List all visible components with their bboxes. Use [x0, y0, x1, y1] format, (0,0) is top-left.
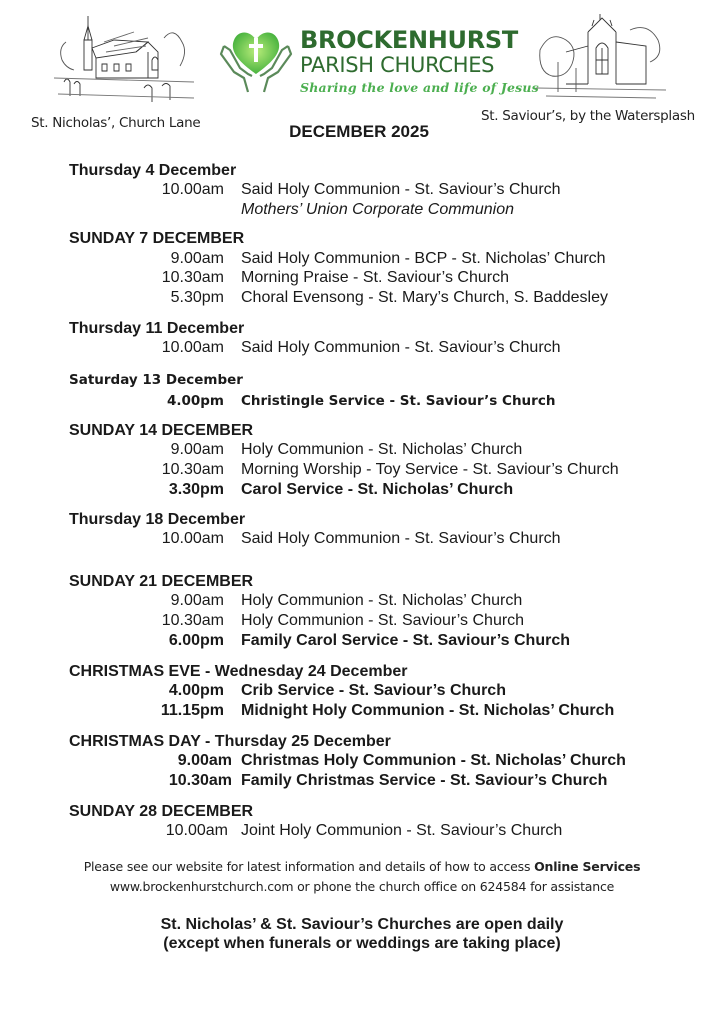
service-row: [0, 441, 724, 461]
service-time: 5.30pm: [170, 289, 224, 306]
service-name: Holy Communion - St. Nicholas’ Church: [241, 441, 523, 458]
st-nicholas-church-sketch: [44, 12, 204, 112]
service-time: 9.00am: [177, 752, 232, 769]
logo-subtitle: PARISH CHURCHES: [300, 53, 495, 77]
service-time: 3.30pm: [168, 481, 224, 498]
day-heading: SUNDAY 7 DECEMBER: [69, 230, 245, 247]
day-heading: SUNDAY 14 DECEMBER: [69, 422, 254, 439]
month-title: DECEMBER 2025: [289, 122, 429, 141]
service-name: Christmas Holy Communion - St. Nicholas’ Church: [241, 752, 626, 769]
service-row: [0, 393, 724, 413]
service-row: [0, 592, 724, 612]
day-heading: Thursday 4 December: [69, 162, 237, 179]
heart-hands-logo-icon: [218, 24, 294, 94]
service-row-highlight: [0, 702, 724, 722]
service-time: 10.30am: [161, 612, 224, 629]
day-heading: Thursday 11 December: [69, 320, 245, 337]
service-name: Said Holy Communion - St. Saviour’s Church: [241, 339, 561, 356]
churches-open-notice: St. Nicholas’ & St. Saviour’s Churches are open daily: [160, 916, 564, 933]
website-info-line: Please see our website for latest information and details of how to access Online Services: [83, 859, 641, 874]
service-time: 10.00am: [161, 530, 224, 547]
service-name: Holy Communion - St. Nicholas’ Church: [241, 592, 523, 609]
service-row: [0, 339, 724, 359]
service-row: [0, 289, 724, 309]
service-name: Holy Communion - St. Saviour’s Church: [241, 612, 525, 629]
service-time: 4.00pm: [166, 393, 224, 409]
service-time: 10.30am: [161, 269, 224, 286]
st-saviours-caption: St. Saviour’s, by the Watersplash: [481, 108, 695, 124]
service-row-highlight: [0, 481, 724, 501]
service-name: Morning Worship - Toy Service - St. Saviour’s Church: [241, 461, 619, 478]
service-note-row: [0, 201, 724, 221]
service-time: 10.30am: [168, 772, 232, 789]
service-row: [0, 530, 724, 550]
service-row-highlight: [0, 682, 724, 702]
service-name: Morning Praise - St. Saviour’s Church: [241, 269, 509, 286]
service-row-highlight: [0, 632, 724, 652]
service-time: 4.00pm: [168, 682, 224, 699]
service-row-highlight: [0, 772, 724, 792]
service-name: Midnight Holy Communion - St. Nicholas’ Church: [241, 702, 615, 719]
day-heading: Thursday 18 December: [69, 511, 246, 528]
online-services-label: Online Services: [534, 859, 641, 874]
service-row: [0, 822, 724, 842]
service-name: Carol Service - St. Nicholas’ Church: [241, 481, 514, 498]
service-row-highlight: [0, 752, 724, 772]
service-name: Joint Holy Communion - St. Saviour’s Church: [241, 822, 563, 839]
service-time: 11.15pm: [160, 702, 224, 719]
service-note: Mothers’ Union Corporate Communion: [241, 201, 515, 218]
service-name: Christingle Service - St. Saviour’s Church: [241, 393, 556, 409]
service-time: 6.00pm: [168, 632, 224, 649]
service-row: [0, 181, 724, 201]
service-row: [0, 461, 724, 481]
logo-title: BROCKENHURST: [300, 26, 518, 54]
service-row: [0, 612, 724, 632]
st-saviours-church-sketch: [536, 12, 666, 100]
day-heading: SUNDAY 21 DECEMBER: [69, 573, 254, 590]
service-name: Crib Service - St. Saviour’s Church: [241, 682, 506, 699]
day-heading: CHRISTMAS EVE - Wednesday 24 December: [69, 663, 408, 680]
service-time: 9.00am: [170, 250, 224, 267]
service-time: 10.30am: [161, 461, 224, 478]
day-heading: CHRISTMAS DAY - Thursday 25 December: [69, 733, 391, 750]
website-contact-line: www.brockenhurstchurch.com or phone the church office on 624584 for assistance: [109, 879, 615, 894]
service-row: [0, 269, 724, 289]
service-name: Said Holy Communion - BCP - St. Nicholas’ Church: [241, 250, 606, 267]
day-heading: SUNDAY 28 DECEMBER: [69, 803, 254, 820]
service-time: 9.00am: [170, 441, 224, 458]
service-time: 10.00am: [165, 822, 228, 839]
service-name: Family Christmas Service - St. Saviour’s Church: [241, 772, 608, 789]
service-name: Said Holy Communion - St. Saviour’s Church: [241, 181, 561, 198]
st-nicholas-caption: St. Nicholas’, Church Lane: [31, 115, 201, 131]
logo-tagline: Sharing the love and life of Jesus: [300, 80, 539, 95]
service-name: Choral Evensong - St. Mary’s Church, S. Baddesley: [241, 289, 608, 306]
service-name: Family Carol Service - St. Saviour’s Church: [241, 632, 570, 649]
service-time: 9.00am: [170, 592, 224, 609]
service-time: 10.00am: [161, 181, 224, 198]
service-row: [0, 250, 724, 270]
churches-open-exception: (except when funerals or weddings are taking place): [163, 935, 561, 952]
day-heading: Saturday 13 December: [69, 372, 243, 388]
service-name: Said Holy Communion - St. Saviour’s Church: [241, 530, 561, 547]
service-time: 10.00am: [161, 339, 224, 356]
